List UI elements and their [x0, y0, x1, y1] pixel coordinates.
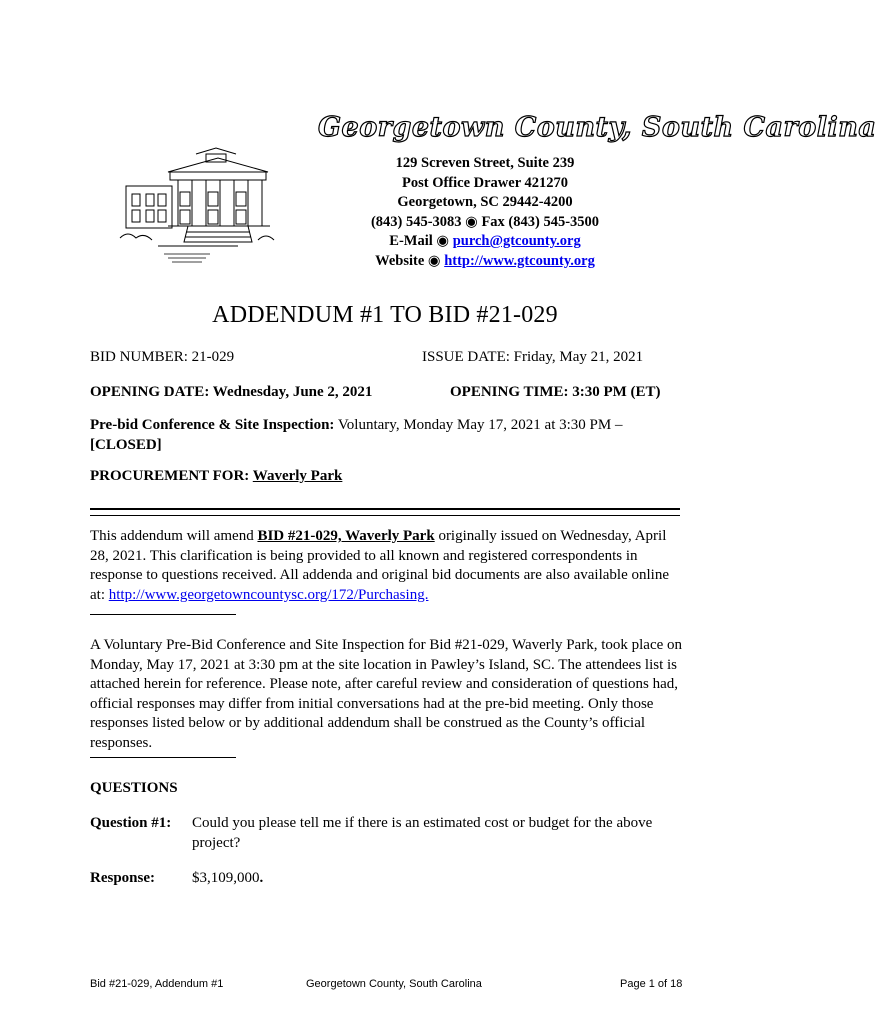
website-link[interactable]: http://www.gtcounty.org — [444, 252, 595, 269]
po-box: Post Office Drawer 421270 — [401, 174, 569, 191]
bid-number: BID NUMBER: 21-029 — [90, 349, 235, 365]
intro-lead: This addendum will amend — [90, 528, 258, 544]
phone-fax: (843) 545-3083 ◉ Fax (843) 545-3500 — [370, 213, 600, 230]
county-title: Georgetown County, South Carolina — [318, 112, 876, 143]
purchasing-link[interactable]: http://www.georgetowncountysc.org/172/Purchasing. — [108, 586, 429, 603]
website-line — [360, 252, 610, 272]
intro-paragraph — [90, 527, 682, 605]
intro-rest: originally issued on Wednesday, April 28, 2021. This clarification is being provided to all known and registered correspondents in response to questions received. All addenda and original bid documents are also available online at: — [90, 528, 669, 603]
procurement-for — [90, 467, 342, 487]
city-state-zip: Georgetown, SC 29442-4200 — [397, 194, 573, 210]
issue-date: ISSUE DATE: Friday, May 21, 2021 — [422, 349, 644, 365]
street-address: 129 Screven Street, Suite 239 — [395, 155, 575, 171]
question-1-text: Could you please tell me if there is an estimated cost or budget for the above project? — [192, 815, 653, 851]
website-label: Website ◉ — [375, 252, 445, 269]
document-title: ADDENDUM #1 TO BID #21-029 — [212, 302, 558, 328]
footer-center: Georgetown County, South Carolina — [306, 978, 482, 990]
procurement-label: PROCUREMENT FOR: — [90, 468, 253, 484]
footer-page-number: Page 1 of 18 — [620, 978, 683, 990]
response-1-period: . — [259, 870, 264, 886]
email-line — [360, 232, 610, 252]
prebid-status: [CLOSED] — [90, 436, 162, 453]
questions-heading: QUESTIONS — [90, 780, 178, 796]
double-rule — [90, 508, 680, 516]
address-block — [360, 154, 610, 271]
procurement-value: Waverly Park — [252, 468, 343, 484]
response-1-value: $3,109,000 — [192, 870, 260, 886]
email-label: E-Mail ◉ — [389, 233, 453, 249]
question-1-label: Question #1: — [90, 815, 172, 831]
conference-paragraph: A Voluntary Pre-Bid Conference and Site Inspection for Bid #21-029, Waverly Park, took place on Monday, May 17, 2021 at 3:30 pm at the site location in Pawley’s Island, SC. The attendees list is attached herein for reference. Please note, after careful review and consideration of questions had, official responses may differ from initial conversations had at the pre-bid meeting. Only those responses listed below or by additional addendum shall be construed as the County’s official responses. — [90, 637, 683, 751]
footer-left: Bid #21-029, Addendum #1 — [90, 978, 224, 990]
email-link[interactable]: purch@gtcounty.org — [452, 233, 581, 249]
opening-time: OPENING TIME: 3:30 PM (ET) — [450, 384, 661, 400]
prebid-label: Pre-bid Conference & Site Inspection: — [90, 417, 335, 433]
prebid-conference — [90, 416, 682, 455]
section-rule-2 — [90, 757, 236, 758]
courthouse-illustration — [118, 146, 278, 266]
response-1 — [192, 869, 263, 889]
prebid-text: Voluntary, Monday May 17, 2021 at 3:30 PM – — [334, 417, 623, 433]
response-1-label: Response: — [90, 870, 156, 886]
intro-bid-ref: BID #21-029, Waverly Park — [257, 528, 435, 544]
opening-date: OPENING DATE: Wednesday, June 2, 2021 — [90, 384, 373, 400]
section-rule-1 — [90, 614, 236, 615]
